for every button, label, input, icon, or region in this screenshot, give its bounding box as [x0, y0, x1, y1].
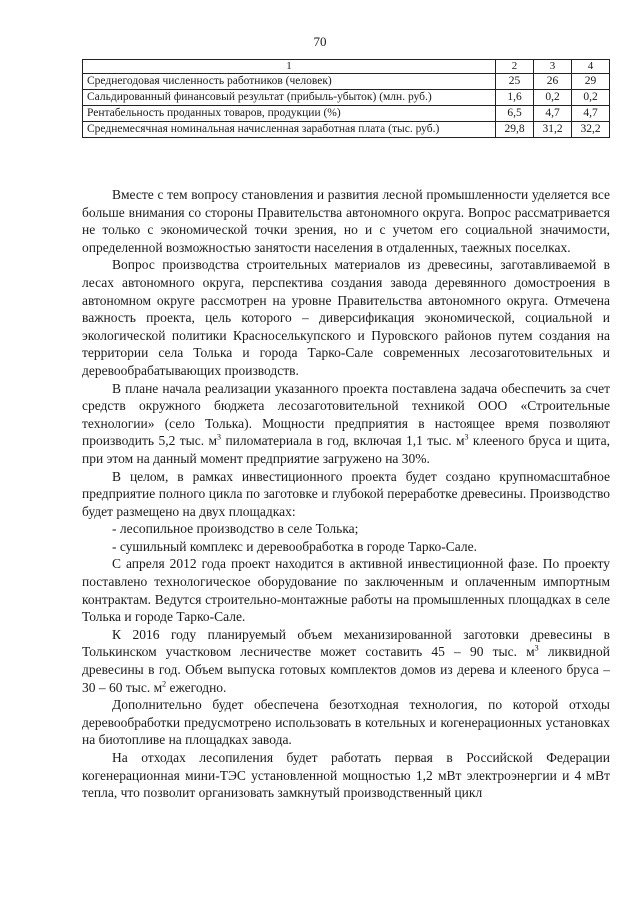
table-row-label: Рентабельность проданных товаров, продукции (%)	[83, 106, 496, 122]
superscript: 3	[534, 643, 539, 653]
table-cell: 4,7	[534, 106, 572, 122]
table-row-label: Среднегодовая численность работников (человек)	[83, 74, 496, 90]
paragraph-text: клееного бруса и щита, при этом на данный момент предприятие загружено на 30%.	[82, 433, 610, 466]
table-cell: 31,2	[534, 122, 572, 138]
table-header-cell: 3	[534, 60, 572, 74]
document-body	[82, 186, 610, 802]
paragraph-text: В плане начала реализации указанного проекта поставлена задача обеспечить за счет средств окружного бюджета лесозаготовительной техникой ООО «Строительные технологии» (село Толька). Мощности предприятия в настоящее время позволяют производить 5,2 тыс. м	[82, 380, 610, 449]
paragraph-text: ежегодно.	[166, 679, 227, 695]
paragraph: На отходах лесопиления будет работать первая в Российской Федерации когенерационная мини-ТЭС установленной мощностью 1,2 мВт электроэнергии и 4 мВт тепла, что позволит организовать замкнутый производственный цикл	[82, 750, 610, 801]
paragraph: С апреля 2012 года проект находится в активной инвестиционной фазе. По проекту поставлено технологическое оборудование по заключенным и оплаченным импортным контрактам. Ведутся строительно-монтажные работы на промышленных площадках в селе Толька и городе Тарко-Сале.	[82, 556, 610, 625]
paragraph: Вместе с тем вопросу становления и развития лесной промышленности уделяется все больше внимания со стороны Правительства автономного округа. Вопрос рассматривается не только с экономической точки зрения, но и с учетом его социальной значимости, определенной возможностью занятости населения в отдаленных, таежных поселках.	[82, 187, 610, 255]
list-item: - лесопильное производство в селе Толька;	[112, 521, 359, 537]
table-header-cell: 2	[496, 60, 534, 74]
table-row-label: Сальдированный финансовый результат (прибыль-убыток) (млн. руб.)	[83, 90, 496, 106]
superscript: 2	[162, 679, 167, 689]
table-cell: 6,5	[496, 106, 534, 122]
table-row	[83, 74, 610, 90]
superscript: 3	[464, 432, 469, 442]
table-row	[83, 90, 610, 106]
paragraph-text: ликвидной древесины в год. Объем выпуска готовых комплектов домов из дерева и клееного бруса – 30 – 60 тыс. м	[82, 644, 611, 695]
table-cell: 0,2	[572, 90, 610, 106]
table-header-cell: 4	[572, 60, 610, 74]
table-cell: 29,8	[496, 122, 534, 138]
table-cell: 26	[534, 74, 572, 90]
paragraph-text: пиломатериала в год, включая 1,1 тыс. м	[221, 433, 465, 449]
table-cell: 0,2	[534, 90, 572, 106]
table-row	[83, 122, 610, 138]
paragraph: В целом, в рамках инвестиционного проекта будет создано крупномасштабное предприятие полного цикла по заготовке и глубокой переработке древесины. Производство будет размещено на двух площадках:	[82, 468, 610, 519]
table-row-label: Среднемесячная номинальная начисленная заработная плата (тыс. руб.)	[83, 122, 496, 138]
page-number: 70	[313, 34, 327, 49]
paragraph	[82, 626, 610, 696]
table-cell: 1,6	[496, 90, 534, 106]
paragraph: Дополнительно будет обеспечена безотходная технология, по которой отходы деревообработки предусмотрено использовать в котельных и когенерационных установках на биотопливе на площадках завода.	[82, 697, 610, 748]
table-cell: 32,2	[572, 122, 610, 138]
table-header-row	[83, 60, 610, 74]
table-header-cell: 1	[83, 60, 496, 74]
list-item: - сушильный комплекс и деревообработка в городе Тарко-Сале.	[112, 538, 477, 554]
table-row	[83, 106, 610, 122]
paragraph-text: К 2016 году планируемый объем механизированной заготовки древесины в Толькинском участковом лесничестве может составить 45 – 90 тыс. м	[82, 626, 610, 660]
table-cell: 25	[496, 74, 534, 90]
superscript: 3	[217, 432, 222, 442]
table-cell: 29	[572, 74, 610, 90]
statistics-table	[82, 59, 610, 138]
paragraph: Вопрос производства строительных материалов из древесины, заготавливаемой в лесах автономного округа, перспектива создания завода деревянного домостроения в автономном округе рассмотрен на уровне Правительства автономного округа. Отмечена важность проекта, цель которого – диверсификация экономической, социальной и экологической политики Красноселькупского и Пуровского районов путем создания на территории села Толька и города Тарко-Сале современных лесозаготовительных и деревообрабатывающих производств.	[82, 257, 610, 378]
paragraph	[82, 380, 610, 468]
table-cell: 4,7	[572, 106, 610, 122]
